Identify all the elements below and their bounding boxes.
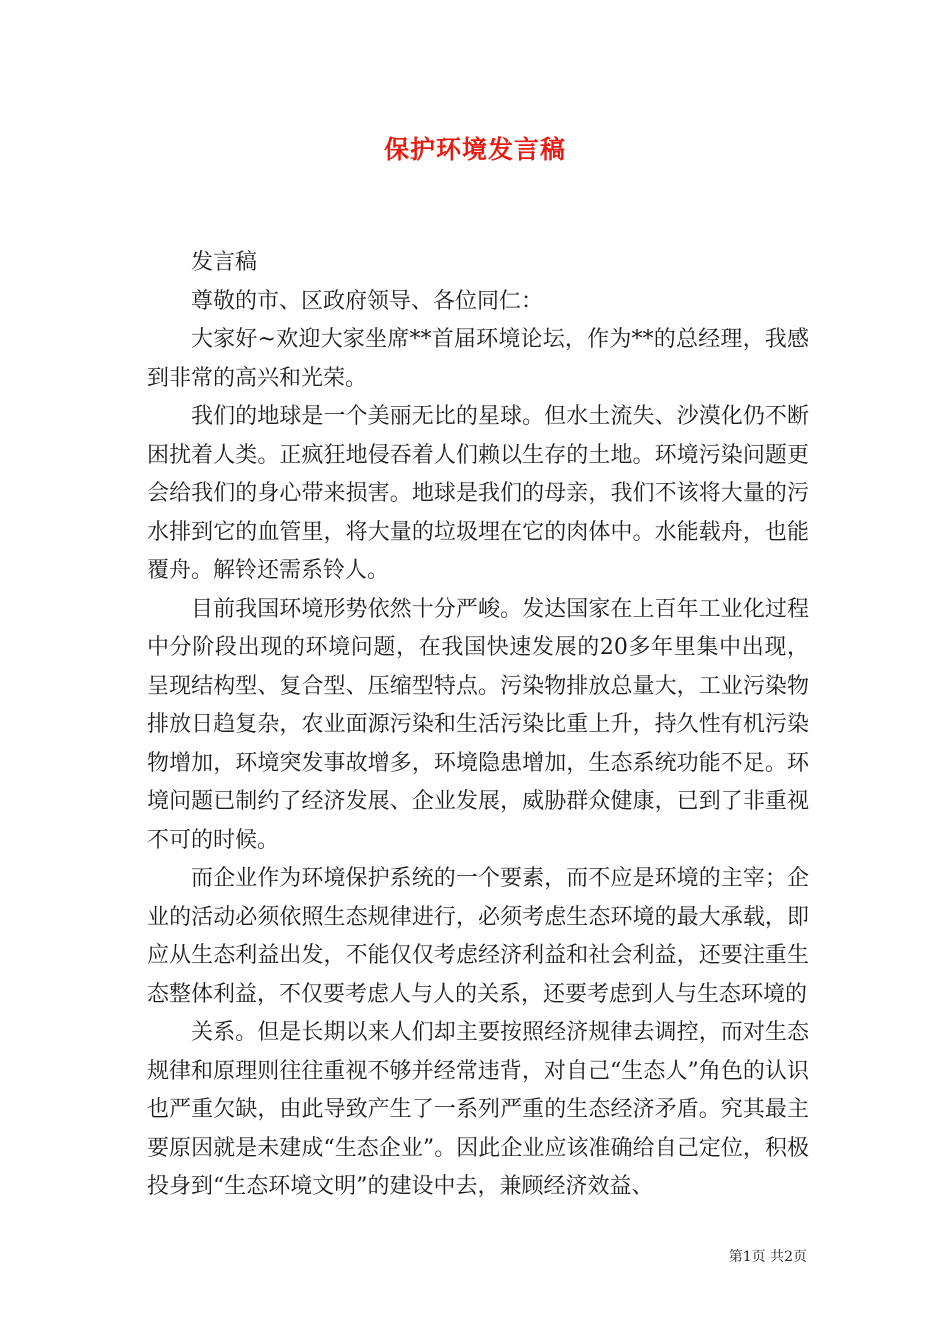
paragraph-earth: 我们的地球是一个美丽无比的星球。但水土流失、沙漠化仍不断困扰着人类。正疯狂地侵吞着人们赖以生存的土地。环境污染问题更会给我们的身心带来损害。地球是我们的母亲，我们不该将大量的污水排到它的血管里，将大量的垃圾埋在它的肉体中。水能载舟，也能覆舟。解铃还需系铃人。: [147, 404, 809, 583]
paragraph-greeting: 大家好~欢迎大家坐席**首届环境论坛，作为**的总经理，我感到非常的高兴和光荣。: [147, 327, 809, 391]
paragraph-situation: 目前我国环境形势依然十分严峻。发达国家在上百年工业化过程中分阶段出现的环境问题，在我国快速发展的20多年里集中出现，呈现结构型、复合型、压缩型特点。污染物排放总量大，工业污染物排放日趋复杂，农业面源污染和生活污染比重上升，持久性有机污染物增加，环境突发事故增多，环境隐患增加，生态系统功能不足。环境问题已制约了经济发展、企业发展，威胁群众健康，已到了非重视不可的时候。: [147, 596, 809, 853]
paragraph-salutation: 尊敬的市、区政府领导、各位同仁：: [191, 288, 544, 314]
page-number-footer: [729, 1246, 807, 1266]
document-body: [147, 244, 809, 1207]
footer-middle: 页 共: [751, 1249, 785, 1265]
footer-suffix: 页: [793, 1249, 807, 1265]
paragraph-heading: 发言稿: [191, 250, 258, 275]
footer-prefix: 第: [728, 1249, 743, 1265]
paragraph-enterprise: 而企业作为环境保护系统的一个要素，而不应是环境的主宰；企业的活动必须依照生态规律进行，必须考虑生态环境的最大承载，即应从生态利益出发，不能仅仅考虑经济利益和社会利益，还要注重生态整体利益，不仅要考虑人与人的关系，还要考虑到人与生态环境的: [147, 866, 809, 1007]
document-title: 保护环境发言稿: [383, 135, 566, 164]
paragraph-relationship: 关系。但是长期以来人们却主要按照经济规律去调控，而对生态规律和原理则往往重视不够并经常违背，对自己“生态人”角色的认识也严重欠缺，由此导致产生了一系列严重的生态经济矛盾。究其最主要原因就是未建成“生态企业”。因此企业应该准确给自己定位，积极投身到“生态环境文明”的建设中去，兼顾经济效益、: [147, 1020, 809, 1199]
footer-current-page: 1: [742, 1249, 752, 1265]
footer-total-pages: 2: [784, 1249, 793, 1265]
